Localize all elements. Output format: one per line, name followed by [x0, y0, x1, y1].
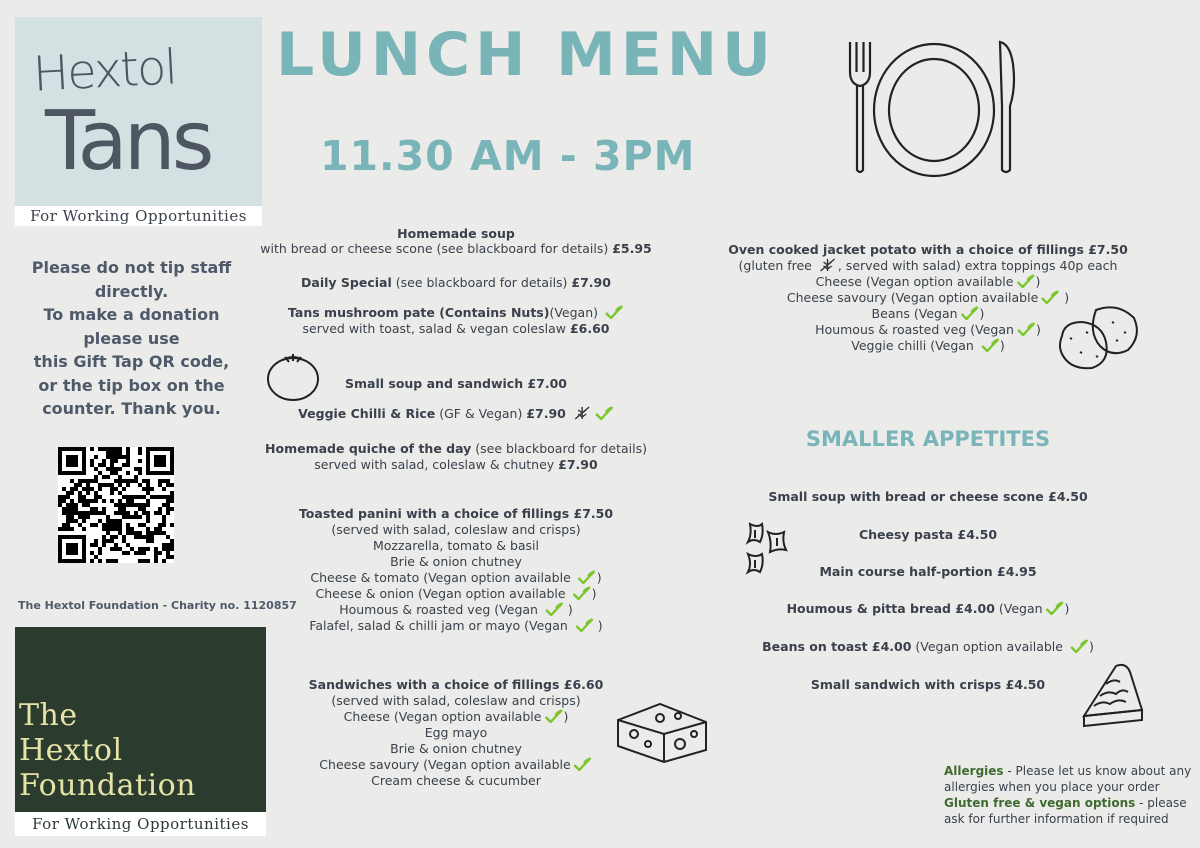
potato-filling: Cheese savoury (Vegan option available ) — [786, 290, 1070, 305]
sandwich-note: (served with salad, coleslaw and crisps) — [331, 693, 581, 708]
vegan-leaf-icon — [572, 586, 592, 600]
menu-item-quiche-desc: served with salad, coleslaw & chutney £7.90 — [314, 457, 598, 472]
panini-filling: Cheese & tomato (Vegan option available ) — [310, 570, 602, 585]
tomato-icon — [265, 350, 321, 402]
menu-item-small-sandwich: Small sandwich with crisps £4.50 — [810, 677, 1046, 692]
panini-filling: Brie & onion chutney — [390, 554, 522, 569]
tip-line: this Gift Tap QR code, — [33, 352, 230, 371]
panini-filling: Cheese & onion (Vegan option available ) — [315, 586, 597, 601]
gluten-free-icon — [572, 406, 592, 420]
cheese-icon — [614, 698, 710, 764]
vegan-leaf-icon — [577, 570, 597, 584]
menu-item-soup-title: Homemade soup — [397, 226, 515, 241]
allergies-label: Allergies — [944, 764, 1004, 778]
menu-item-small-soup: Small soup with bread or cheese scone £4.50 — [768, 489, 1088, 504]
tip-line: or the tip box on the — [38, 375, 225, 395]
menu-item-quiche-title: Homemade quiche of the day (see blackboard for details) — [265, 441, 647, 456]
panini-filling: Mozzarella, tomato & basil — [372, 538, 540, 553]
gluten-free-icon — [818, 258, 838, 272]
vegan-leaf-icon — [594, 406, 614, 420]
sandwich-filling: Cheese savoury (Vegan option available — [319, 757, 592, 773]
sandwich-filling: Egg mayo — [424, 725, 488, 740]
charity-number: The Hextol Foundation - Charity no. 1120857 — [18, 599, 297, 612]
tip-line: To make a donation — [43, 305, 220, 324]
hextol-tans-logo — [15, 17, 262, 226]
vegan-leaf-icon — [1015, 274, 1035, 288]
foundation-logo-tagline: For Working Opportunities — [15, 812, 266, 836]
vegan-leaf-icon — [544, 602, 564, 616]
qr-code-icon — [58, 447, 174, 563]
tip-notice — [14, 256, 249, 421]
logo-line-1: Hextol — [31, 39, 178, 103]
tip-line: Please do not tip staff — [31, 258, 232, 277]
menu-item-soup-desc: with bread or cheese scone (see blackboard for details) £5.95 — [260, 241, 652, 256]
menu-item-cheesy-pasta: Cheesy pasta £4.50 — [858, 527, 998, 542]
vegan-leaf-icon — [1045, 601, 1065, 615]
vegan-leaf-icon — [543, 709, 563, 723]
potato-filling: Beans (Vegan ) — [871, 306, 985, 321]
vegan-leaf-icon — [960, 306, 980, 320]
sandwich-filling: Cream cheese & cucumber — [371, 773, 541, 788]
vegan-leaf-icon — [980, 338, 1000, 352]
menu-item-soup-sandwich: Small soup and sandwich £7.00 — [345, 376, 567, 391]
page-title: LUNCH MENU — [276, 20, 776, 90]
hextol-foundation-logo — [15, 627, 266, 836]
potato-filling: Houmous & roasted veg (Vegan ) — [815, 322, 1041, 337]
smaller-appetites-heading: SMALLER APPETITES — [805, 427, 1051, 451]
allergy-notice — [944, 763, 1194, 827]
vegan-leaf-icon — [1069, 639, 1089, 653]
sandwich-filling: Cheese (Vegan option available ) — [343, 709, 569, 724]
gift-tap-qr-code[interactable] — [58, 447, 174, 563]
logo-line-2: Tans — [45, 94, 211, 189]
potato-filling: Cheese (Vegan option available ) — [815, 274, 1041, 289]
vegan-leaf-icon — [574, 618, 594, 632]
vegan-leaf-icon — [1016, 322, 1036, 336]
plate-cutlery-icon — [842, 38, 1022, 178]
menu-item-half-portion: Main course half-portion £4.95 — [819, 564, 1037, 579]
potato-note: (gluten free , served with salad) extra toppings 40p each — [738, 258, 1118, 273]
potatoes-icon — [1056, 302, 1140, 372]
menu-item-daily-special: Daily Special (see blackboard for details) £7.90 — [301, 275, 611, 290]
panini-filling: Houmous & roasted veg (Vegan ) — [339, 602, 573, 617]
sandwich-heading: Sandwiches with a choice of fillings £6.60 — [308, 677, 604, 692]
menu-item-pate-desc: served with toast, salad & vegan coleslaw £6.60 — [302, 321, 610, 336]
tip-line: directly. — [94, 281, 169, 301]
tip-line: please use — [83, 328, 180, 348]
potato-heading: Oven cooked jacket potato with a choice of fillings £7.50 — [728, 242, 1128, 257]
foundation-logo-line-1: The — [19, 698, 78, 733]
gluten-free-label: Gluten free & vegan options — [944, 796, 1136, 810]
foundation-logo-line-3: Foundation — [19, 768, 197, 803]
opening-hours: 11.30 AM - 3PM — [320, 132, 696, 180]
vegan-leaf-icon — [573, 757, 593, 771]
menu-item-houmous-pitta: Houmous & pitta bread £4.00 (Vegan ) — [786, 601, 1070, 616]
menu-item-pate-title: Tans mushroom pate (Contains Nuts)(Vegan) — [288, 305, 624, 321]
menu-item-beans-toast: Beans on toast £4.00 (Vegan option available ) — [762, 639, 1094, 654]
sandwich-filling: Brie & onion chutney — [390, 741, 522, 756]
pasta-icon — [744, 520, 794, 576]
panini-note: (served with salad, coleslaw and crisps) — [331, 522, 581, 537]
sandwich-icon — [1080, 660, 1146, 730]
panini-heading: Toasted panini with a choice of fillings £7.50 — [298, 506, 614, 521]
logo-tagline: For Working Opportunities — [15, 206, 262, 226]
menu-item-veggie-chilli: Veggie Chilli & Rice (GF & Vegan) £7.90 — [298, 406, 614, 422]
vegan-leaf-icon — [604, 305, 624, 319]
panini-filling: Falafel, salad & chilli jam or mayo (Vegan ) — [309, 618, 603, 633]
allergies-text: - Please let us know about any allergies when you place your order — [944, 764, 1192, 794]
gluten-free-text: - please ask for further information if required — [944, 796, 1187, 826]
potato-filling: Veggie chilli (Vegan ) — [851, 338, 1005, 353]
tip-line: counter. Thank you. — [42, 399, 221, 418]
foundation-logo-line-2: Hextol — [19, 733, 123, 768]
